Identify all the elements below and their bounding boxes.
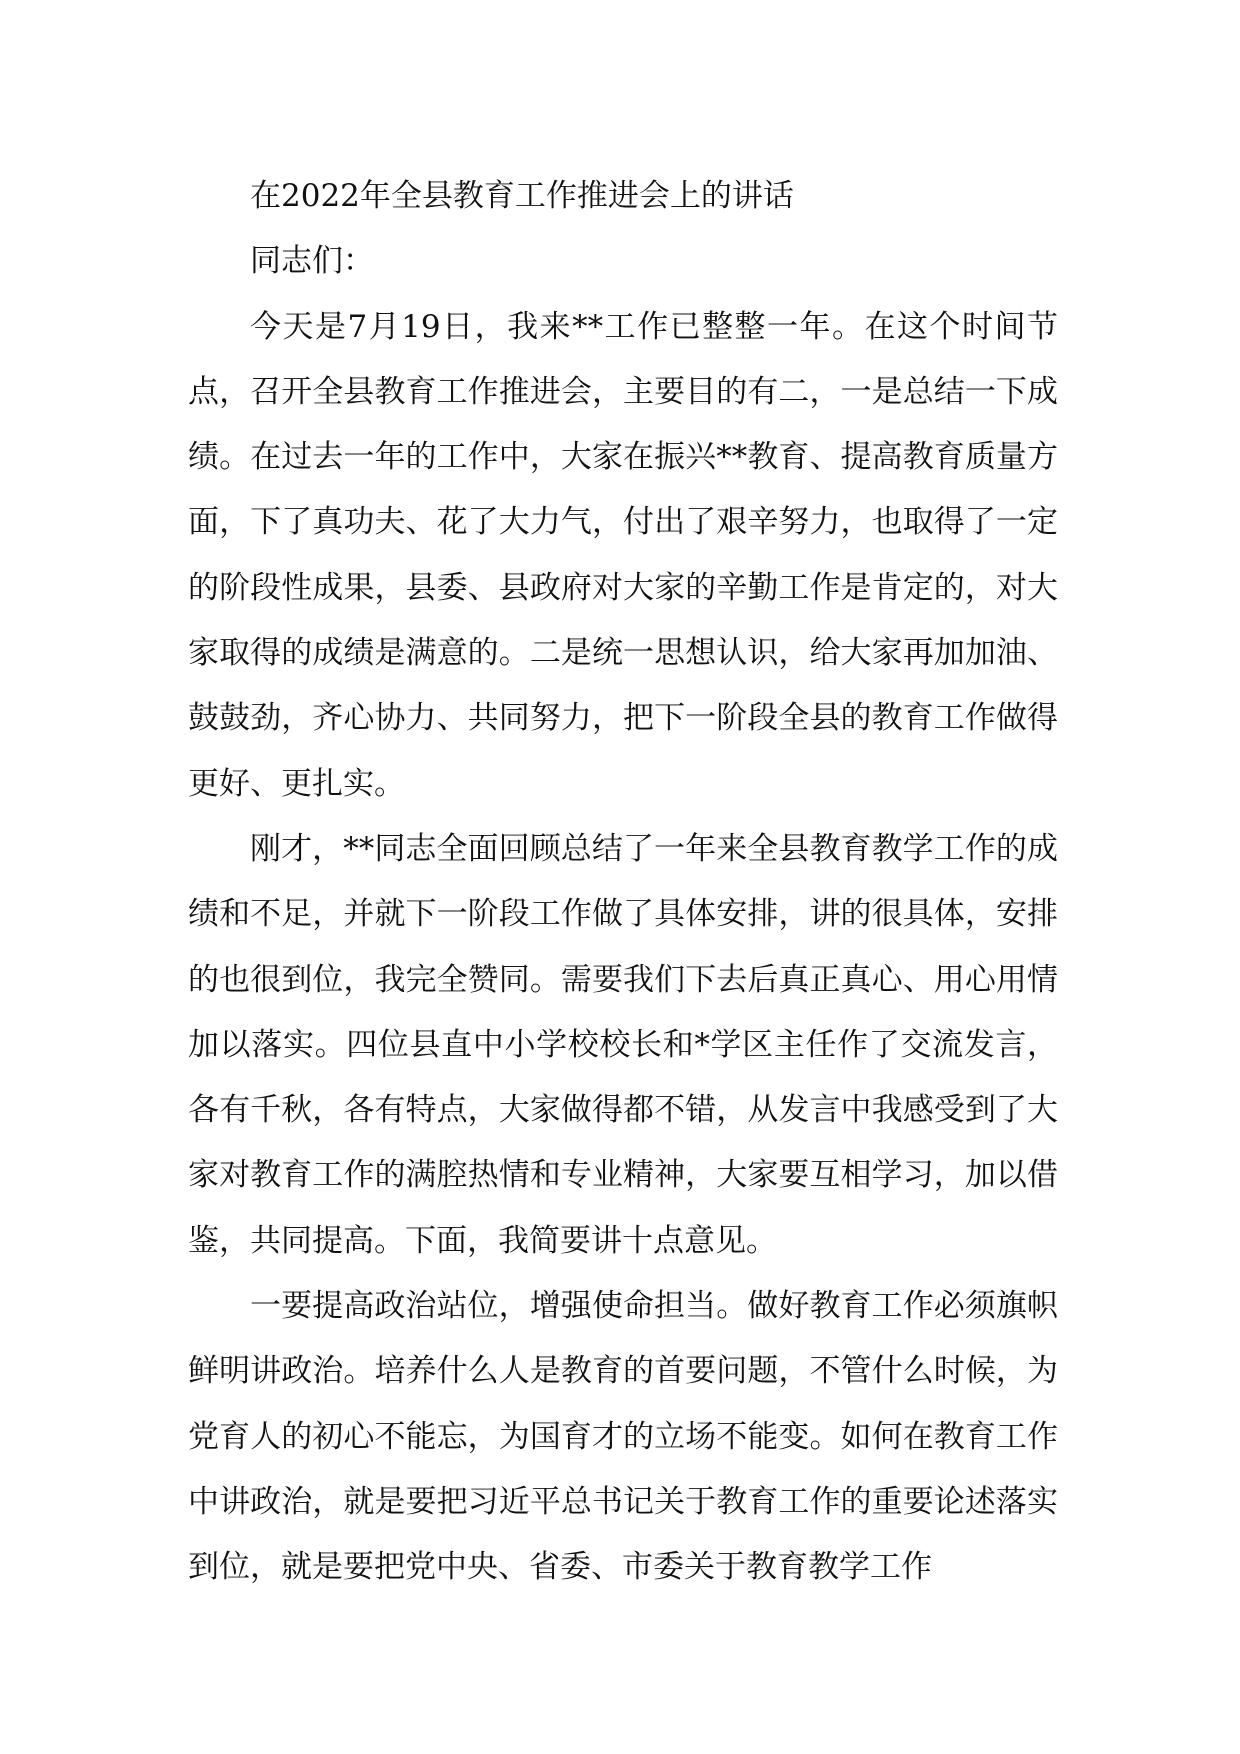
paragraph-1: 今天是7月19日，我来**工作已整整一年。在这个时间节点，召开全县教育工作推进会，主要目的有二，一是总结一下成绩。在过去一年的工作中，大家在振兴**教育、提高教育质量方面，下了真功夫、花了大力气，付出了艰辛努力，也取得了一定的阶段性成果，县委、县政府对大家的辛勤工作是肯定的，对大家取得的成绩是满意的。二是统一思想认识，给大家再加加油、鼓鼓劲，齐心协力、共同努力，把下一阶段全县的教育工作做得更好、更扎实。 [188, 308, 1058, 802]
paragraph-3: 一要提高政治站位，增强使命担当。做好教育工作必须旗帜鲜明讲政治。培养什么人是教育的首要问题，不管什么时候，为党育人的初心不能忘，为国育才的立场不能变。如何在教育工作中讲政治，就是要把习近平总书记关于教育工作的重要论述落实到位，就是要把党中央、省委、市委关于教育教学工作 [188, 1288, 1058, 1586]
paragraph-2: 刚才，**同志全面回顾总结了一年来全县教育教学工作的成绩和不足，并就下一阶段工作做了具体安排，讲的很具体，安排的也很到位，我完全赞同。需要我们下去后真正真心、用心用情加以落实。四位县直中小学校校长和*学区主任作了交流发言，各有千秋，各有特点，大家做得都不错，从发言中我感受到了大家对教育工作的满腔热情和专业精神，大家要互相学习，加以借鉴，共同提高。下面，我简要讲十点意见。 [188, 830, 1058, 1259]
document-title: 在2022年全县教育工作推进会上的讲话 [250, 178, 794, 214]
salutation: 同志们： [250, 243, 374, 280]
document-body [188, 164, 1058, 1601]
